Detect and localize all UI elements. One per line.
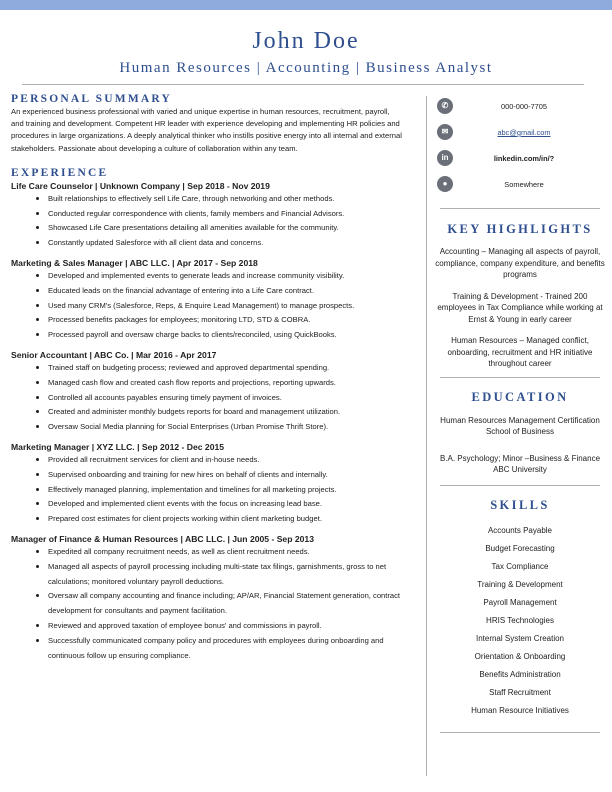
job-bullet: Educated leads on the financial advantage of entering into a Life Care contract. — [36, 284, 411, 299]
job-title: Marketing & Sales Manager | ABC LLC. | Apr 2017 - Sep 2018 — [11, 258, 258, 268]
contact-email-row — [428, 120, 612, 146]
job-title: Senior Accountant | ABC Co. | Mar 2016 - Apr 2017 — [11, 349, 217, 360]
job-entry — [11, 180, 411, 251]
section-divider — [440, 377, 600, 378]
header-divider — [22, 84, 584, 85]
linkedin-icon: in — [437, 150, 453, 166]
job-bullet: Supervised onboarding and training for new hires on behalf of clients and internally. — [36, 468, 411, 483]
skill-item: Training & Development — [477, 579, 563, 589]
job-bullet: Effectively managed planning, implementation and timelines for all marketing projects. — [36, 483, 411, 498]
job-bullets — [36, 192, 411, 251]
job-bullet: Managed all aspects of payroll processing including multi-state tax filings, garnishments, gross to net calculations; monitored voluntary payroll deductions. — [36, 560, 411, 590]
job-bullet: Provided all recruitment services for client and in-house needs. — [36, 453, 411, 468]
linkedin-url: linkedin.com/in/? — [493, 154, 555, 163]
job-bullet: Managed cash flow and created cash flow reports and projections, reporting upwards. — [36, 376, 411, 391]
job-bullet: Reviewed and approved taxation of employee bonus' and commissions in payroll. — [36, 619, 411, 634]
skill-item: Human Resource Initiatives — [471, 705, 569, 715]
education-credential: Human Resources Management Certification — [440, 415, 600, 425]
job-bullet: Built relationships to effectively sell Life Care, through networking and other methods. — [36, 192, 411, 207]
column-divider — [426, 96, 427, 776]
education-heading: EDUCATION — [471, 389, 569, 404]
job-bullet: Trained staff on budgeting process; reviewed and approved departmental spending. — [36, 361, 411, 376]
job-bullet: Developed and implemented events to generate leads and increase community visibility. — [36, 269, 411, 284]
candidate-name: John Doe — [252, 28, 360, 54]
job-bullet: Processed payroll and oversaw charge backs to clients/reconciled, using QuickBooks. — [36, 328, 411, 343]
job-title: Marketing Manager | XYZ LLC. | Sep 2012 - Dec 2015 — [11, 441, 225, 452]
skill-item: Internal System Creation — [475, 633, 565, 643]
job-bullet: Expedited all company recruitment needs, as well as client recruitment needs. — [36, 545, 411, 560]
job-bullet: Used many CRM's (Salesforce, Reps, & Enquire Lead Management) to manage prospects. — [36, 299, 411, 314]
contact-phone-row — [428, 94, 612, 120]
job-bullet: Constantly updated Salesforce with all client data and concerns. — [36, 236, 411, 251]
job-bullet: Developed and implemented client events with the focus on increasing lead base. — [36, 497, 411, 512]
professional-tagline: Human Resources | Accounting | Business Analyst — [119, 60, 493, 76]
job-bullet: Prepared cost estimates for client projects working within client marketing budget. — [36, 512, 411, 527]
skill-item: Payroll Management — [483, 597, 557, 607]
job-bullet: Created and administer monthly budgets reports for board and management utilization. — [36, 405, 411, 420]
job-title: Life Care Counselor | Unknown Company | Sep 2018 - Nov 2019 — [11, 180, 270, 191]
education-credential: B.A. Psychology; Minor –Business & Finance — [439, 453, 601, 463]
job-bullet: Showcased Life Care presentations detailing all amenities available for the community. — [36, 221, 411, 236]
skill-item: Benefits Administration — [479, 669, 561, 679]
job-bullets — [36, 269, 411, 343]
job-entry — [11, 533, 411, 663]
job-entry — [11, 257, 411, 343]
skill-item: Accounts Payable — [487, 525, 553, 535]
top-accent-bar — [0, 0, 612, 10]
contact-location-row — [428, 172, 612, 198]
job-bullet: Processed benefits packages for employees; monitoring LTD, STD & COBRA. — [36, 313, 411, 328]
envelope-icon: ✉ — [437, 124, 453, 140]
phone-number: 000-000-7705 — [500, 102, 548, 111]
left-column — [11, 92, 411, 663]
phone-icon: ✆ — [437, 98, 453, 114]
job-bullet: Conducted regular correspondence with clients, family members and Financial Advisors. — [36, 207, 411, 222]
job-bullet: Oversaw Social Media planning for Social Enterprises (Urban Promise Thrift Store). — [36, 420, 411, 435]
job-bullets — [36, 361, 411, 435]
section-divider — [440, 732, 600, 733]
right-column — [428, 94, 612, 733]
skills-heading: SKILLS — [490, 497, 550, 512]
job-bullets — [36, 453, 411, 527]
skill-item: Staff Recruitment — [489, 687, 551, 697]
highlight-item: Training & Development - Trained 200 employees in Tax Compliance while working at Ernst & Young in early career — [437, 291, 603, 324]
highlights-heading: KEY HIGHLIGHTS — [447, 222, 593, 236]
job-bullet: Controlled all accounts payables ensuring timely payment of invoices. — [36, 391, 411, 406]
job-bullet: Oversaw all company accounting and finance including; AP/AR, Financial Statement generation, contract development for consultants and payment facilitation. — [36, 589, 411, 619]
job-entry — [11, 441, 411, 527]
location-text: Somewhere — [504, 180, 544, 189]
email-link[interactable]: abc@gmail.com — [497, 128, 551, 137]
skill-item: Orientation & Onboarding — [474, 651, 566, 661]
skill-item: Tax Compliance — [491, 561, 549, 571]
job-bullets — [36, 545, 411, 663]
section-divider — [440, 208, 600, 209]
highlight-item: Accounting – Managing all aspects of payroll, compliance, company expenditure, and benefits programs — [435, 247, 605, 279]
job-entry — [11, 349, 411, 435]
summary-text: An experienced business professional with varied and unique expertise in human resources, recruitment, payroll, and training and development. Competent HR leader with experience developing and implementing HR policies and procedures in large organizations. A deeply analytical thinker who instills positive energy into all internal and external stakeholders. Passionate about developing a culture of collaboration within any team. — [11, 107, 402, 153]
job-title: Manager of Finance & Human Resources | ABC LLC. | Jun 2005 - Sep 2013 — [11, 533, 314, 544]
education-school: ABC University — [493, 465, 547, 474]
education-school: School of Business — [485, 427, 555, 436]
skill-item: HRIS Technologies — [486, 615, 554, 625]
contact-linkedin-row — [428, 146, 612, 172]
skills-list — [428, 522, 612, 720]
job-bullet: Successfully communicated company policy and procedures with employees during onboarding and continuous follow up ensuring compliance. — [36, 634, 411, 664]
summary-heading: PERSONAL SUMMARY — [11, 93, 172, 105]
location-pin-icon: ● — [437, 176, 453, 192]
skill-item: Budget Forecasting — [485, 543, 555, 553]
highlight-item: Human Resources – Managed conflict, onboarding, recruitment and HR initiative throughout career — [447, 336, 593, 368]
section-divider — [440, 485, 600, 486]
experience-heading: EXPERIENCE — [11, 166, 109, 179]
